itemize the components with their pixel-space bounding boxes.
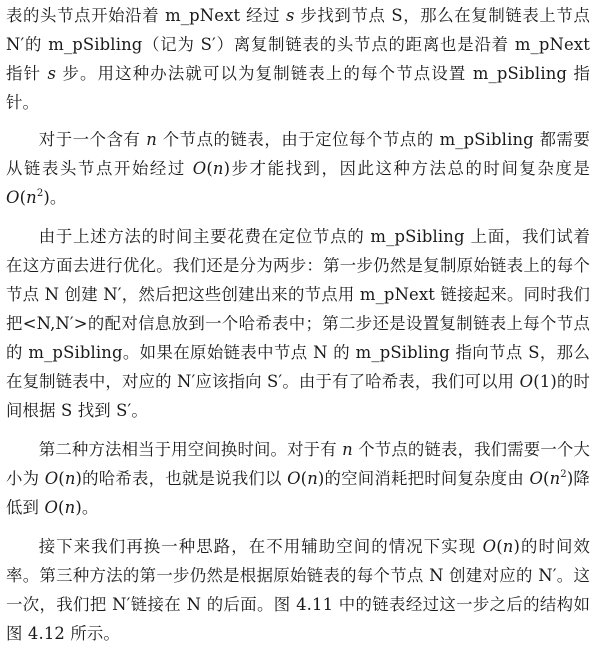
math-symbol: O bbox=[287, 469, 301, 488]
text-run: 步。用这种办法就可以为复制链表上的每个节点设置 m_pSibling 指针。 bbox=[6, 64, 590, 112]
math-symbol: O bbox=[44, 498, 59, 517]
text-run: ( bbox=[58, 498, 65, 517]
paragraph-1 bbox=[6, 1, 590, 117]
text-run: )的哈希表，也就是说我们以 bbox=[75, 469, 288, 488]
math-symbol: O bbox=[6, 188, 20, 207]
math-symbol: O bbox=[482, 537, 497, 556]
text-run: 步找到节点 S，那么在复制链表上节点 N′的 m_pSibling（记为 S′）离复制链表的头节点的距离也是沿着 m_pNext 指针 bbox=[6, 6, 590, 83]
text-run: ( bbox=[58, 469, 65, 488]
math-symbol: n bbox=[502, 537, 514, 556]
text-run: ( bbox=[206, 159, 213, 178]
text-run: )。 bbox=[75, 498, 99, 517]
text-run: )降低到 bbox=[6, 469, 590, 517]
text-run: (1)的时间根据 S 找到 S′。 bbox=[6, 372, 590, 420]
math-symbol: s bbox=[47, 64, 57, 83]
math-symbol: n bbox=[549, 469, 561, 488]
text-run: ( bbox=[543, 469, 550, 488]
text-run: 个节点的链表，由于定位每个节点的 m_pSibling 都需要从链表头节点开始经过 bbox=[6, 130, 591, 178]
text-run: ( bbox=[300, 469, 308, 488]
text-run: 第二种方法相当于用空间换时间。对于有 bbox=[38, 440, 343, 459]
math-symbol: n bbox=[64, 498, 76, 517]
text-run: )。 bbox=[43, 188, 67, 207]
text-run: ( bbox=[19, 188, 27, 207]
math-symbol: O bbox=[44, 469, 59, 488]
paragraph-3 bbox=[6, 222, 590, 425]
paragraph-5 bbox=[6, 532, 590, 648]
text-run: ( bbox=[496, 537, 503, 556]
text-run: )的时间效率。第三种方法的第一步仍然是根据原始链表的每个节点 N 创建对应的 N′。这一次，我们把 N′链接在 N 的后面。图 4.11 中的链表经过这一步之后的结构如图 4.12 所示。 bbox=[6, 537, 590, 643]
math-symbol: O bbox=[519, 372, 534, 391]
math-symbol: n bbox=[64, 469, 76, 488]
math-superscript: 2 bbox=[36, 187, 44, 199]
text-run: )的空间消耗把时间复杂度由 bbox=[317, 469, 530, 488]
text-run: 对于一个含有 bbox=[38, 130, 147, 149]
text-run: 由于上述方法的时间主要花费在定位节点的 m_pSibling 上面，我们试着在这方面去进行优化。我们还是分为两步：第一步仍然是复制原始链表上的每个节点 N 创建 N′，然后把这些创建出来的节点用 m_pNext 链接起来。同时我们把<N,N′>的配对信息放到一个哈希表中；第二步还是设置复制链表上每个节点的 m_pSibling。如果在原始链表中节点 N 的 m_pSibling 指向节点 S，那么在复制链表中，对应的 N′应该指向 S′。由于有了哈希表，我们可以用 bbox=[6, 227, 590, 391]
text-run: 接下来我们再换一种思路，在不用辅助空间的情况下实现 bbox=[38, 537, 483, 556]
math-symbol: n bbox=[307, 469, 318, 488]
math-symbol: O bbox=[529, 469, 544, 488]
math-symbol: n bbox=[342, 440, 353, 459]
paragraph-2 bbox=[6, 125, 590, 212]
math-symbol: n bbox=[146, 130, 157, 149]
math-symbol: s bbox=[285, 6, 295, 25]
math-symbol: O bbox=[192, 159, 207, 178]
math-superscript: 2 bbox=[560, 468, 567, 480]
math-symbol: n bbox=[212, 159, 224, 178]
text-run: )步才能找到，因此这种方法总的时间复杂度是 bbox=[223, 159, 590, 178]
text-run: 表的头节点开始沿着 m_pNext 经过 bbox=[6, 6, 286, 25]
paragraph-4 bbox=[6, 435, 590, 522]
text-run: 个节点的链表，我们需要一个大小为 bbox=[6, 440, 590, 488]
math-symbol: n bbox=[26, 188, 37, 207]
